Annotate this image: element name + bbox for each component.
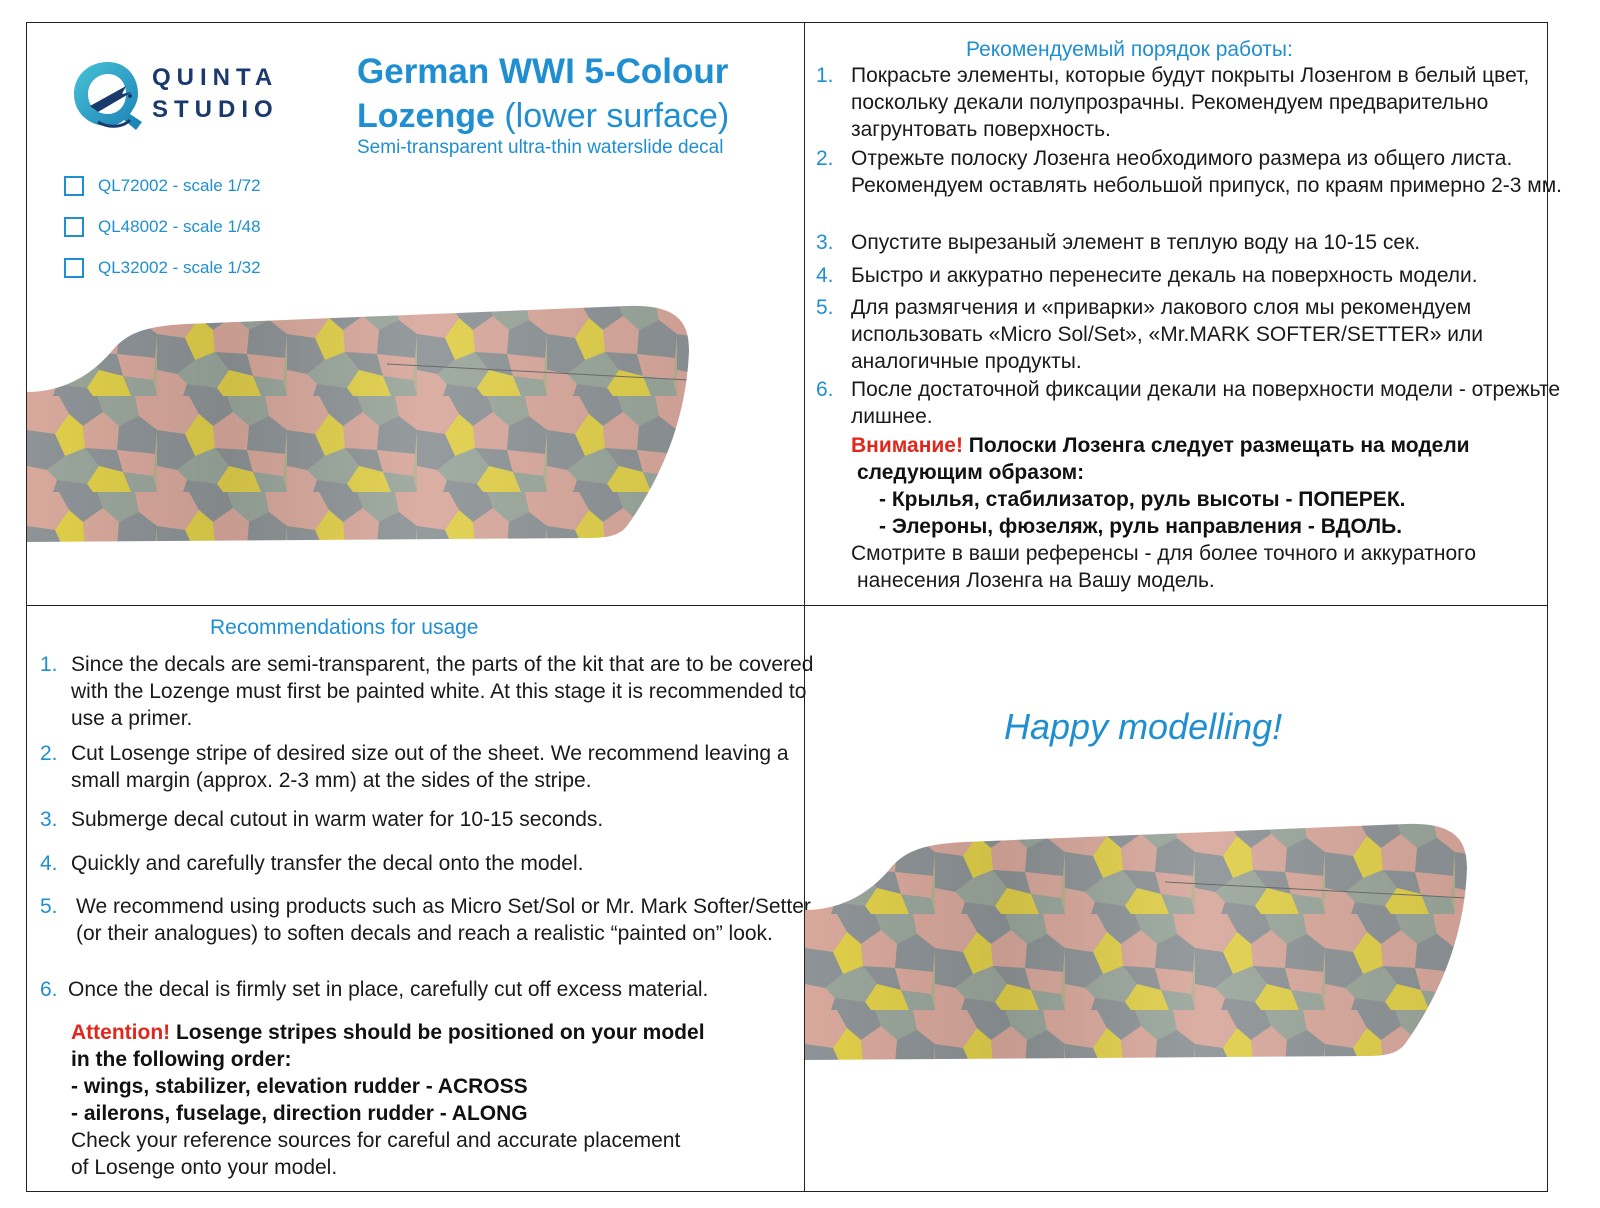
ru-step-6 [816, 376, 1581, 430]
scale-label: QL32002 - scale 1/32 [98, 258, 261, 277]
step-number: 4. [40, 852, 58, 875]
step-number: 2. [816, 147, 834, 170]
step-text: Для размягчения и «приварки» лакового слоя мы рекомендуем использовать «Micro Sol/Set», «Mr.MARK SOFTER/SETTER» или аналогичные продукты. [851, 296, 1483, 373]
step-number: 6. [816, 378, 834, 401]
en-step-5 [40, 893, 816, 947]
step-text: Покрасьте элементы, которые будут покрыты Лозенгом в белый цвет, поскольку декали полупрозрачны. Рекомендуем предварительно загрунтовать поверхность. [851, 64, 1530, 141]
ru-step-4 [816, 262, 1581, 289]
ru-closing-line1: Смотрите в ваши референсы - для более точного и аккуратного [851, 542, 1476, 565]
product-subtitle: Semi-transparent ultra-thin waterslide decal [357, 137, 724, 158]
attention-label: Внимание! [851, 434, 963, 457]
lozenge-wing-image-top [27, 300, 697, 552]
en-step-6 [40, 976, 838, 1003]
scale-option-32[interactable] [64, 256, 261, 280]
step-text: Отрежьте полоску Лозенга необходимого размера из общего листа. Рекомендуем оставлять небольшой припуск, по краям примерно 2-3 мм. [851, 147, 1562, 197]
scale-label: QL48002 - scale 1/48 [98, 217, 261, 236]
step-text: Since the decals are semi-transparent, the parts of the kit that are to be covered with the Lozenge must first be painted white. At this stage it is recommended to use a primer. [71, 653, 814, 730]
step-text: Cut Losenge stripe of desired size out of the sheet. We recommend leaving a small margin (approx. 2-3 mm) at the sides of the stripe. [71, 742, 789, 792]
ru-attention [851, 432, 1470, 459]
en-step-4 [40, 850, 841, 877]
ru-step-2 [816, 145, 1581, 199]
quinta-studio-logo [68, 56, 308, 136]
step-text: Опустите вырезаный элемент в теплую воду на 10-15 сек. [851, 231, 1421, 254]
step-text: Submerge decal cutout in warm water for 10-15 seconds. [71, 808, 604, 831]
en-step-1 [40, 651, 841, 732]
en-step-3 [40, 806, 841, 833]
en-attention [71, 1019, 705, 1046]
step-number: 5. [40, 895, 58, 918]
logo-emblem-icon [68, 56, 148, 136]
ru-rule-along: - Элероны, фюзеляж, руль направления - ВДОЛЬ. [879, 515, 1403, 538]
step-text: После достаточной фиксации декали на поверхности модели - отрежьте лишнее. [851, 378, 1561, 428]
step-text: We recommend using products such as Micro Set/Sol or Mr. Mark Softer/Setter (or their analogues) to soften decals and reach a realistic “painted on” look. [76, 895, 811, 945]
happy-modelling-text: Happy modelling! [1004, 706, 1283, 747]
scale-option-72[interactable] [64, 174, 261, 198]
attention-text: Полоски Лозенга следует размещать на модели [962, 434, 1470, 457]
en-closing-line1: Check your reference sources for careful and accurate placement [71, 1129, 681, 1152]
title-lozenge: Lozenge [357, 97, 495, 135]
checkbox[interactable] [64, 176, 84, 196]
step-number: 2. [40, 742, 58, 765]
ru-closing-line2: нанесения Лозенга на Вашу модель. [857, 569, 1215, 592]
en-closing-line2: of Losenge onto your model. [71, 1156, 338, 1179]
step-number: 1. [40, 653, 58, 676]
scale-label: QL72002 - scale 1/72 [98, 176, 261, 195]
ru-step-5 [816, 294, 1581, 375]
step-number: 5. [816, 296, 834, 319]
en-step-2 [40, 740, 841, 794]
russian-heading: Рекомендуемый порядок работы: [966, 38, 1293, 61]
title-surface: (lower surface) [494, 97, 730, 135]
product-title: German WWI 5-Colour [357, 52, 729, 91]
step-number: 1. [816, 64, 834, 87]
ru-step-1 [816, 62, 1581, 143]
step-number: 3. [816, 231, 834, 254]
en-rule-across: - wings, stabilizer, elevation rudder - ACROSS [71, 1075, 528, 1098]
step-number: 3. [40, 808, 58, 831]
horizontal-divider [26, 605, 1548, 606]
attention-label: Attention! [71, 1021, 171, 1044]
english-heading: Recommendations for usage [210, 616, 479, 639]
scale-option-48[interactable] [64, 215, 261, 239]
step-number: 6. [40, 978, 58, 1001]
en-attention-line2: in the following order: [71, 1048, 292, 1071]
en-rule-along: - ailerons, fuselage, direction rudder - ALONG [71, 1102, 528, 1125]
step-text: Quickly and carefully transfer the decal onto the model. [71, 852, 584, 875]
logo-text-quinta: QUINTA [152, 64, 279, 91]
ru-attention-line2: следующим образом: [857, 461, 1085, 484]
product-title-line2 [357, 96, 729, 136]
lozenge-wing-image-bottom [805, 818, 1475, 1070]
step-text: Once the decal is firmly set in place, carefully cut off excess material. [68, 978, 709, 1001]
ru-rule-across: - Крылья, стабилизатор, руль высоты - ПОПЕРЕК. [879, 488, 1406, 511]
attention-text: Losenge stripes should be positioned on your model [170, 1021, 705, 1044]
ru-step-3 [816, 229, 1581, 256]
checkbox[interactable] [64, 258, 84, 278]
step-text: Быстро и аккуратно перенесите декаль на поверхность модели. [851, 264, 1478, 287]
logo-text-studio: STUDIO [152, 96, 279, 123]
checkbox[interactable] [64, 217, 84, 237]
step-number: 4. [816, 264, 834, 287]
